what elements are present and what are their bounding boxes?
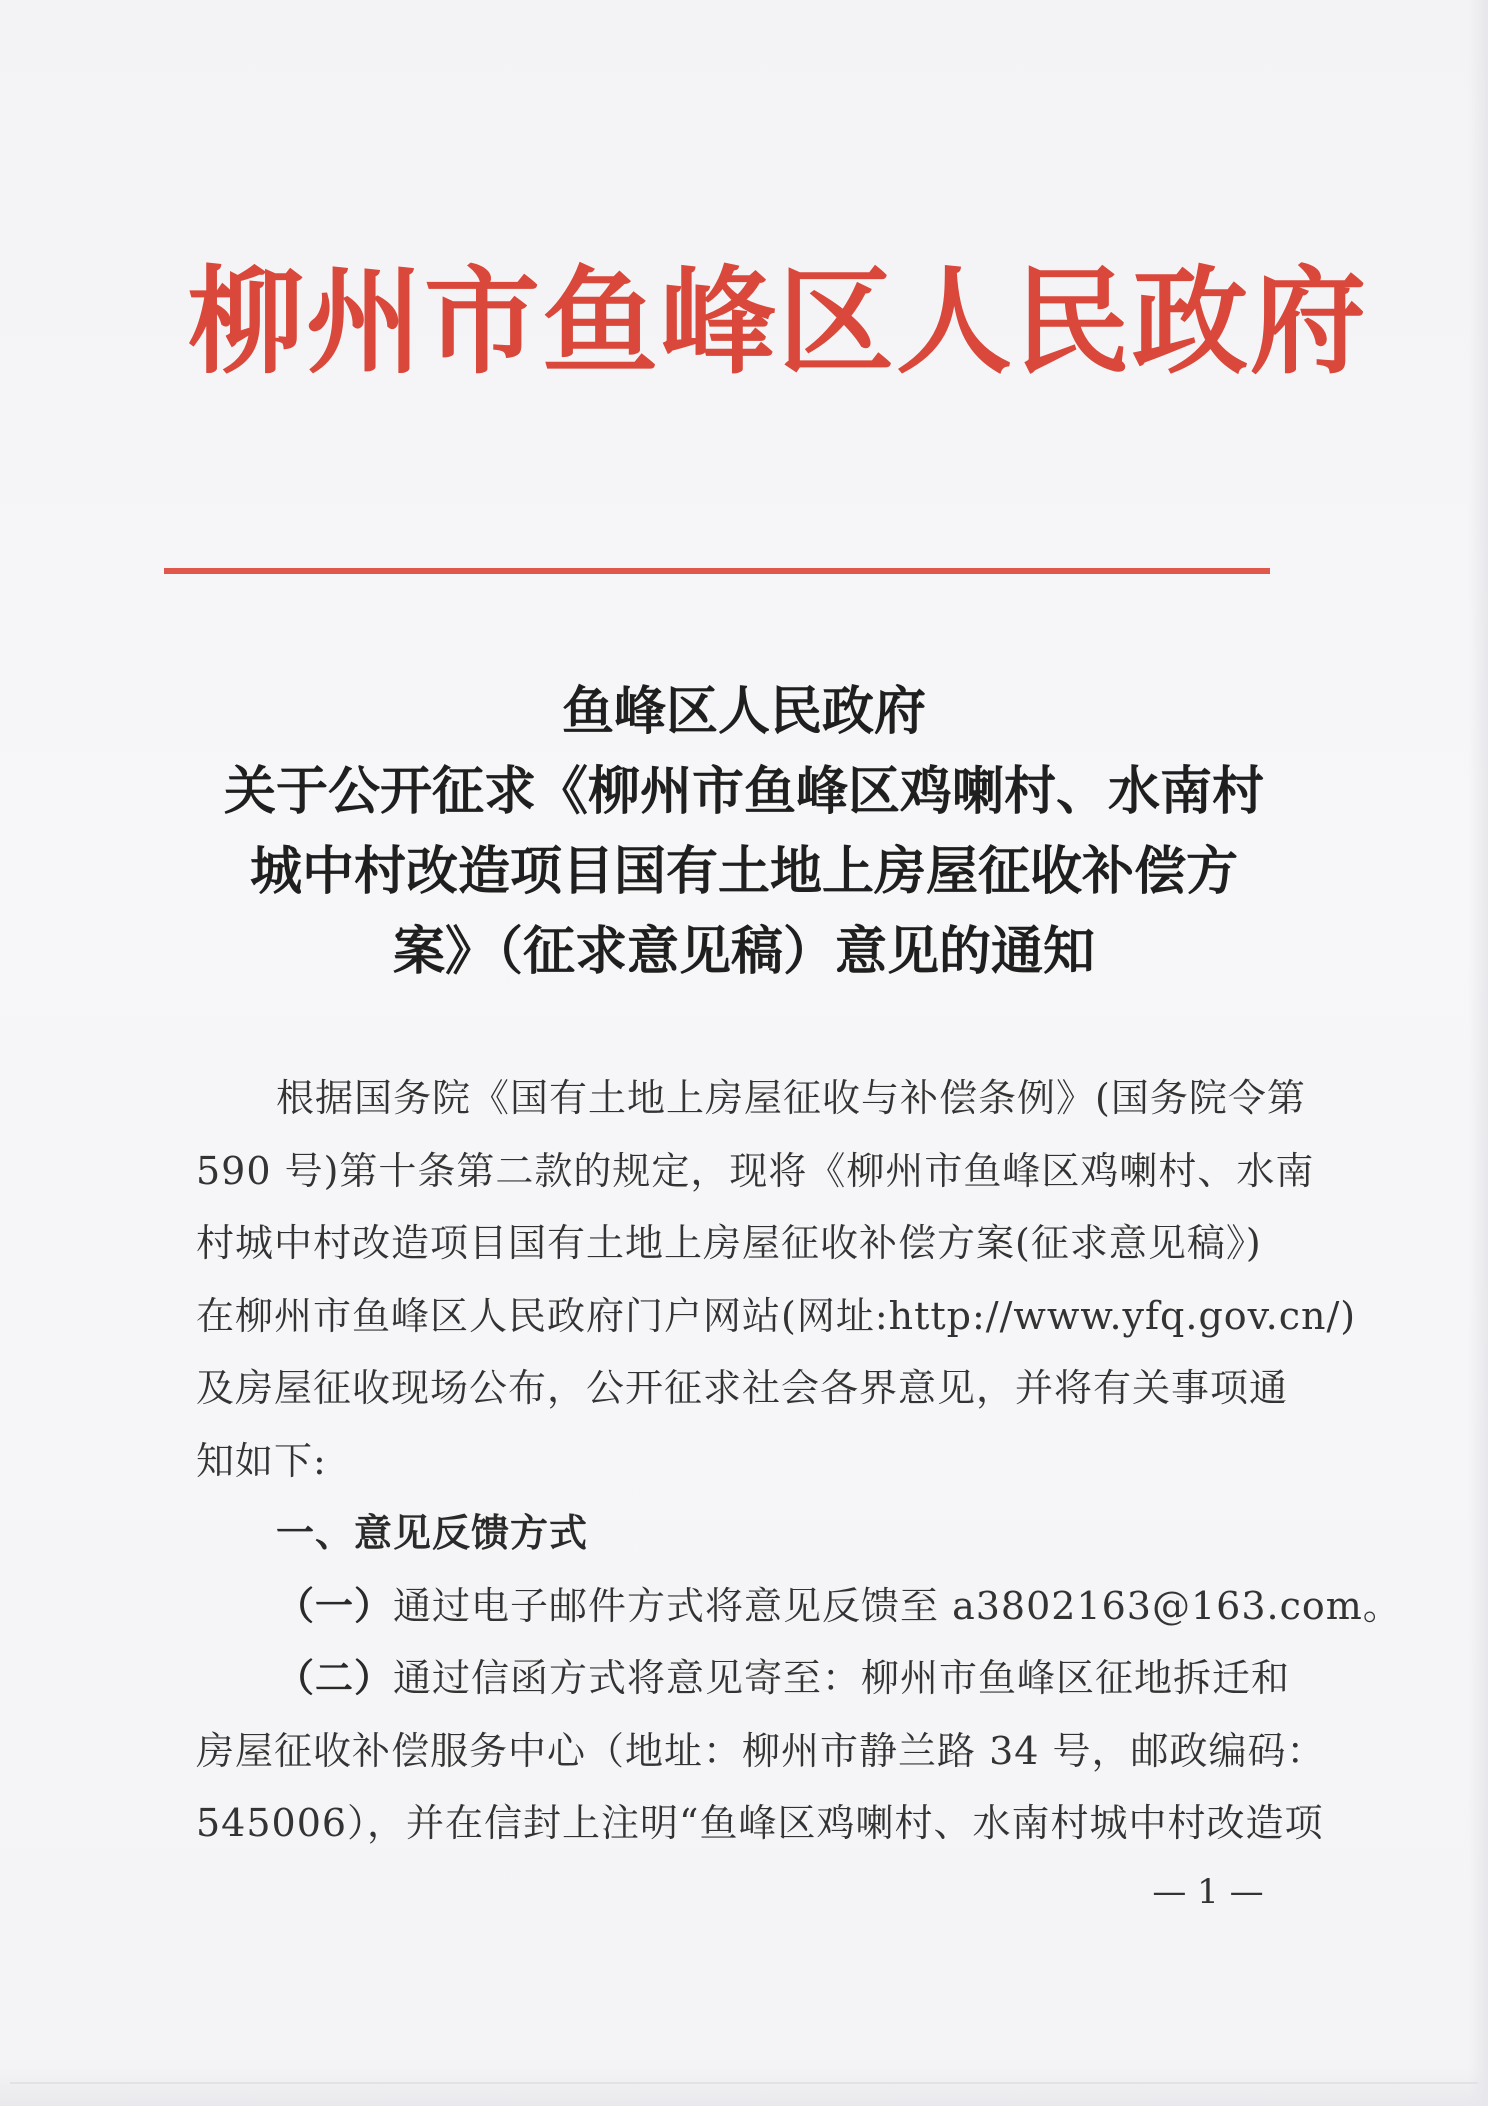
title-line-3: 城中村改造项目国有土地上房屋征收补偿方 <box>249 841 1238 902</box>
item-number: （二） <box>276 1655 394 1700</box>
body-line: 在柳州市鱼峰区人民政府门户网站(网址:http://www.yfq.gov.cn/) <box>196 1293 1357 1338</box>
item-number: （一） <box>276 1582 394 1628</box>
body-line: 知如下: <box>196 1438 327 1483</box>
title-line-2: 关于公开征求《柳州市鱼峰区鸡喇村、水南村 <box>223 761 1264 822</box>
body-line: 545006），并在信封上注明“鱼峰区鸡喇村、水南村城中村改造项 <box>196 1801 1324 1845</box>
item-text: 通过信函方式将意见寄至：柳州市鱼峰区征地拆迁和 <box>393 1656 1291 1700</box>
red-divider-line <box>164 568 1270 574</box>
title-line-1: 鱼峰区人民政府 <box>561 681 926 742</box>
body-line: 房屋征收补偿服务中心（地址：柳州市静兰路 34 号，邮政编码： <box>196 1728 1326 1773</box>
document-title <box>180 672 1308 992</box>
issuer-header: 柳州市鱼峰区人民政府 <box>188 254 1368 390</box>
page-shadow-bottom <box>0 2066 1488 2106</box>
list-item-email <box>196 1570 1402 1643</box>
page-scan-line <box>10 2082 1478 2084</box>
page-number: — 1 — <box>1152 1872 1264 1912</box>
title-line-4: 案》（征求意见稿）意见的通知 <box>392 921 1095 982</box>
body-line: 及房屋征收现场公布，公开征求社会各界意见，并将有关事项通 <box>196 1366 1289 1410</box>
body-line: 根据国务院《国有土地上房屋征收与补偿条例》(国务院令第 <box>276 1076 1306 1120</box>
section-heading: 一、意见反馈方式 <box>276 1510 589 1555</box>
list-item-letter <box>196 1642 1306 1715</box>
item-text: 通过电子邮件方式将意见反馈至 a3802163@163.com。 <box>393 1583 1402 1628</box>
body-line: 村城中村改造项目国有土地上房屋征收补偿方案(征求意见稿》) <box>196 1221 1262 1265</box>
page-shadow-right <box>1468 0 1488 2106</box>
body-line: 590 号)第十条第二款的规定，现将《柳州市鱼峰区鸡喇村、水南 <box>196 1148 1315 1193</box>
document-body <box>196 1062 1402 1860</box>
